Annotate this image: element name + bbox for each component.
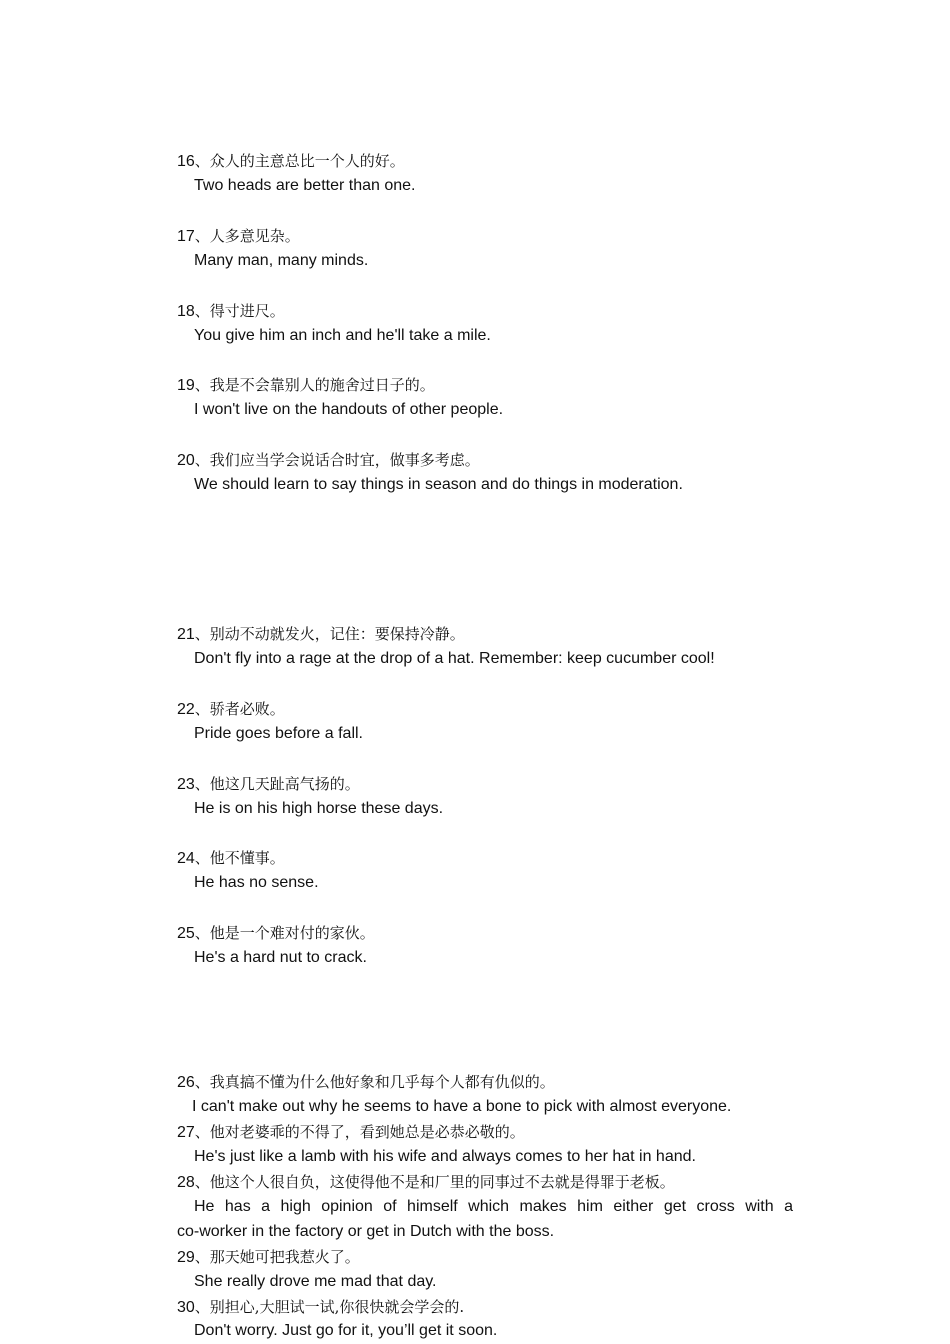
entry-number: 23	[177, 776, 195, 793]
entry-27-chinese	[177, 1122, 525, 1143]
entry-25-chinese	[177, 923, 375, 944]
entry-28-english-line-2: co-worker in the factory or get in Dutch with the boss.	[177, 1223, 555, 1240]
entry-18-chinese	[177, 301, 285, 322]
chinese-text: 、我真搞不懂为什么他好象和几乎每个人都有仇似的。	[194, 1073, 555, 1091]
entry-29-chinese	[177, 1247, 360, 1268]
entry-26-english: I can't make out why he seems to have a bone to pick with almost everyone.	[192, 1098, 732, 1115]
entry-number: 16	[177, 153, 195, 170]
entry-number: 24	[177, 850, 195, 867]
entry-number: 22	[177, 701, 195, 718]
entry-19-english: I won't live on the handouts of other people.	[194, 401, 504, 418]
entry-21-english: Don't fly into a rage at the drop of a hat. Remember: keep cucumber cool!	[194, 650, 715, 667]
entry-22-english: Pride goes before a fall.	[194, 725, 363, 742]
chinese-text: 、他这个人很自负，这使得他不是和厂里的同事过不去就是得罪于老板。	[194, 1173, 675, 1191]
entry-number: 26	[177, 1074, 195, 1091]
chinese-text: 、众人的主意总比一个人的好。	[194, 152, 405, 170]
entry-16-chinese	[177, 151, 405, 172]
entry-29-english: She really drove me mad that day.	[194, 1273, 437, 1290]
chinese-text: 、别动不动就发火，记住：要保持冷静。	[194, 625, 465, 643]
entry-number: 25	[177, 925, 195, 942]
entry-number: 29	[177, 1249, 195, 1266]
entry-25-english: He's a hard nut to crack.	[194, 949, 367, 966]
chinese-text: 、别担心,大胆试一试,你很快就会学会的.	[194, 1298, 465, 1316]
entry-number: 17	[177, 228, 195, 245]
entry-24-chinese	[177, 848, 285, 869]
entry-23-english: He is on his high horse these days.	[194, 800, 444, 817]
entry-24-english: He has no sense.	[194, 874, 319, 891]
chinese-text: 、那天她可把我惹火了。	[194, 1248, 360, 1266]
entry-number: 28	[177, 1174, 195, 1191]
entry-26-chinese	[177, 1072, 555, 1093]
chinese-text: 、他对老婆乖的不得了，看到她总是必恭必敬的。	[194, 1123, 525, 1141]
entry-27-english: He's just like a lamb with his wife and always comes to her hat in hand.	[194, 1148, 696, 1165]
entry-21-chinese	[177, 624, 465, 645]
entry-number: 19	[177, 377, 195, 394]
entry-30-english: Don't worry. Just go for it, you’ll get it soon.	[194, 1322, 498, 1339]
entry-28-chinese	[177, 1172, 675, 1193]
entry-17-chinese	[177, 226, 300, 247]
chinese-text: 、骄者必败。	[194, 700, 285, 718]
entry-20-chinese	[177, 450, 480, 471]
entry-18-english: You give him an inch and he'll take a mile.	[194, 327, 491, 344]
chinese-text: 、人多意见杂。	[194, 227, 300, 245]
entry-number: 20	[177, 452, 195, 469]
entry-number: 18	[177, 303, 195, 320]
entry-20-english: We should learn to say things in season and do things in moderation.	[194, 476, 683, 493]
entry-number: 30	[177, 1299, 195, 1316]
chinese-text: 、他这几天趾高气扬的。	[194, 775, 360, 793]
entry-number: 27	[177, 1124, 195, 1141]
entry-number: 21	[177, 626, 195, 643]
chinese-text: 、得寸进尺。	[194, 302, 285, 320]
entry-28-english-line-1: He has a high opinion of himself which makes him either get cross with a	[194, 1198, 793, 1215]
entry-16-english: Two heads are better than one.	[194, 177, 416, 194]
chinese-text: 、我们应当学会说话合时宜，做事多考虑。	[194, 451, 480, 469]
entry-17-english: Many man, many minds.	[194, 252, 369, 269]
entry-30-chinese	[177, 1297, 464, 1318]
entry-23-chinese	[177, 774, 360, 795]
chinese-text: 、他不懂事。	[194, 849, 285, 867]
chinese-text: 、他是一个难对付的家伙。	[194, 924, 375, 942]
entry-19-chinese	[177, 375, 435, 396]
entry-22-chinese	[177, 699, 285, 720]
chinese-text: 、我是不会靠别人的施舍过日子的。	[194, 376, 435, 394]
entry-28-english	[177, 1194, 793, 1244]
